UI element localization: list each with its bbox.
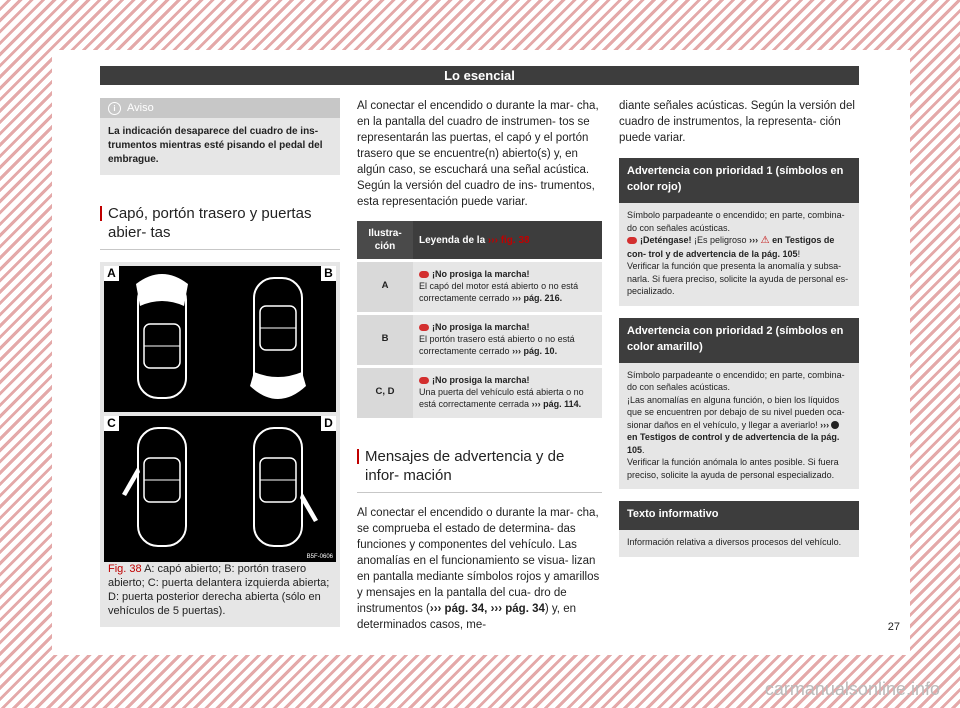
figure-38 (100, 262, 340, 627)
figure-panel-c (104, 416, 220, 562)
warning-red-icon (627, 237, 637, 244)
car-tailgate-open-icon (220, 266, 336, 412)
figure-label-d: D (321, 416, 336, 431)
page-link[interactable]: ››› pág. 114. (531, 399, 582, 409)
figure-caption-ref: Fig. 38 (108, 563, 142, 575)
car-hood-open-icon (104, 266, 220, 412)
notice-label: Aviso (127, 102, 154, 114)
info-text-box (619, 501, 859, 557)
figure-label-b: B (321, 266, 336, 281)
column-middle (357, 98, 602, 633)
row-id: A (357, 261, 413, 314)
note-icon (831, 421, 839, 429)
car-front-left-door-open-icon (104, 416, 220, 562)
notice-header (100, 98, 340, 118)
row-text: ¡No prosiga la marcha! El portón trasero está abierto o no está correctamente cerrado ››› pág. 10. (413, 314, 602, 367)
priority-1-title: Advertencia con prioridad 1 (símbolos en color rojo) (619, 158, 859, 203)
info-text-body: Información relativa a diversos procesos del vehículo. (619, 530, 859, 557)
page-number: 27 (887, 621, 900, 633)
figure-panel-b (220, 266, 336, 412)
table-header-legend: Leyenda de la ››› fig. 38 (413, 221, 602, 261)
row-text: ¡No prosiga la marcha! Una puerta del vehículo está abierta o no está correctamente cerrada ››› pág. 114. (413, 367, 602, 420)
row-id: C, D (357, 367, 413, 420)
notice-box (100, 98, 340, 175)
figure-panel-a (104, 266, 220, 412)
row-text: ¡No prosiga la marcha! El capó del motor está abierto o no está correctamente cerrado ››› pág. 216. (413, 261, 602, 314)
intro-paragraph: Al conectar el encendido o durante la mar- cha, en la pantalla del cuadro de instrumen- tos se representarán las puertas, el capó y el portón trasero que se encuentre(n) abierto(s) y, en algún caso, se escuchará una señal acústica. Según la versión del cuadro de ins- trumentos, esta representación puede variar. (357, 100, 599, 208)
page-header: Lo esencial (100, 66, 859, 85)
fig-link[interactable]: ››› fig. 38 (487, 234, 530, 246)
warning-red-icon (419, 271, 429, 278)
figure-code: B5F-0606 (306, 554, 333, 560)
page-link[interactable]: ››› pág. 216. (512, 293, 563, 303)
priority-2-body: Símbolo parpadeante o encendido; en parte, combina- do con señales acústicas. ¡Las anomalías en alguna función, o bien los líquidos que se encuentren por debajo de su nivel pueden oca- sionar daños en el vehículo, y llegar a averiarlo! ›››en Testigos de control y de advertencia de la pág. 105. Verificar la función anómala lo antes posible. Si fuera preciso, solicite la ayuda de personal especializado. (619, 363, 859, 490)
section-title-messages: Mensajes de advertencia y de infor- mación (357, 447, 602, 493)
notice-text: La indicación desaparece del cuadro de ins- trumentos mientras esté pisando el pedal del embrague. (108, 126, 323, 165)
priority-1-body: Símbolo parpadeante o encendido; en parte, combina- do con señales acústicas. ¡Deténgase! ¡Es peligroso ››› ⚠ en Testigos de con- trol y de advertencia de la pág. 105! Verificar la función que presenta la anomalía y subsa- narla. Si fuera preciso, solicite la ayuda de personal es- pecializado. (619, 203, 859, 306)
column-right (619, 98, 859, 569)
warning-red-icon (419, 324, 429, 331)
legend-table (357, 221, 602, 421)
page-link[interactable]: en Testigos de con- trol y de advertencia de la pág. 105 (627, 235, 835, 259)
figure-caption-text: A: capó abierto; B: portón trasero abierto; C: puerta delantera izquierda abierta; D: puerta posterior derecha abierta (sólo en vehículos de 5 puertas). (108, 563, 330, 617)
continued-paragraph: diante señales acústicas. Según la versión del cuadro de instrumentos, la representa- ción puede variar. (619, 100, 855, 144)
messages-paragraph: Al conectar el encendido o durante la mar- cha, se comprueba el estado de determina- das funciones y componentes del vehículo. Las anomalías en el funcionamiento se visua- lizan en pantalla mediante símbolos rojos y amarillos y mensajes en la pantalla del cua- dro de instrumentos (››› pág. 34, ››› pág. 34) y, en determinados casos, me- (357, 507, 600, 631)
priority-1-box (619, 158, 859, 306)
table-row (357, 314, 602, 367)
watermark: carmanualsonline.info (764, 679, 940, 699)
car-rear-right-door-open-icon (220, 416, 336, 562)
info-text-title: Texto informativo (619, 501, 859, 530)
page-link[interactable]: ››› pág. 34, (429, 603, 488, 615)
manual-page (52, 50, 910, 655)
page-link[interactable]: ››› pág. 34 (490, 603, 545, 615)
table-row (357, 367, 602, 420)
warning-triangle-icon: ⚠ (760, 235, 770, 246)
column-left (100, 98, 340, 627)
priority-2-box (619, 318, 859, 490)
info-icon: i (108, 102, 121, 115)
row-id: B (357, 314, 413, 367)
page-link[interactable]: ››› pág. 10. (512, 346, 558, 356)
priority-2-title: Advertencia con prioridad 2 (símbolos en color amarillo) (619, 318, 859, 363)
page-link[interactable]: en Testigos de control y de advertencia de la pág. 105 (627, 432, 840, 455)
section-title-doors: Capó, portón trasero y puertas abier- tas (100, 204, 340, 250)
figure-label-c: C (104, 416, 119, 431)
table-row (357, 261, 602, 314)
table-header-illustration: Ilustra- ción (357, 221, 413, 261)
figure-label-a: A (104, 266, 119, 281)
figure-caption (108, 562, 336, 618)
warning-red-icon (419, 377, 429, 384)
figure-panel-d (220, 416, 336, 562)
